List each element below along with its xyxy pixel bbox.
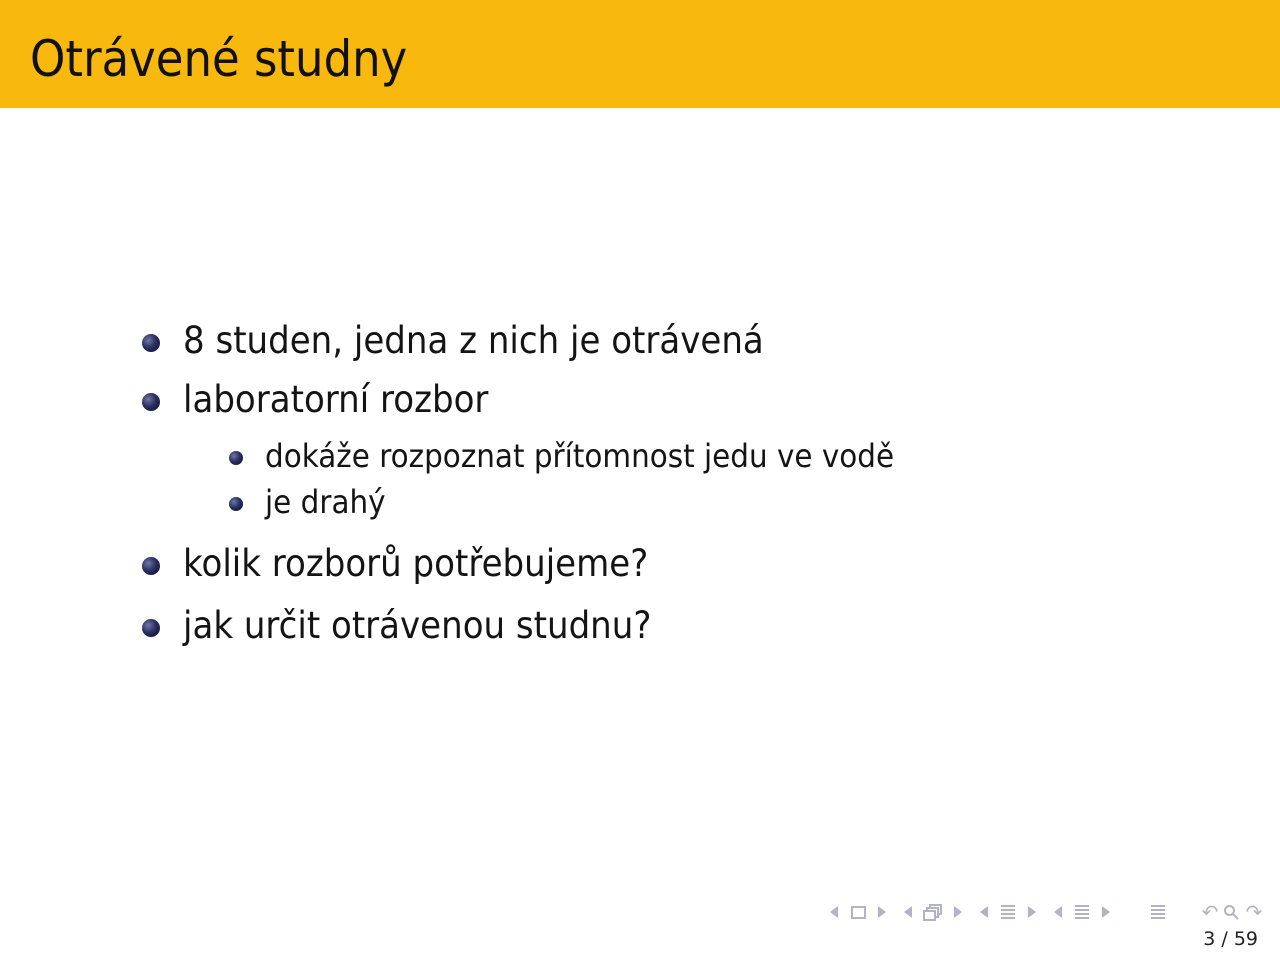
- bullet-icon: [142, 334, 160, 352]
- slide-title: Otrávené studny: [30, 30, 408, 88]
- redo-icon[interactable]: ↷: [1245, 900, 1263, 924]
- search-icon[interactable]: [1222, 900, 1240, 924]
- bullet-icon: [142, 393, 160, 411]
- bullet-icon: [142, 619, 160, 637]
- prev-section-icon[interactable]: [1052, 900, 1064, 924]
- next-section-icon[interactable]: [1100, 900, 1112, 924]
- document-icon[interactable]: [1150, 900, 1166, 924]
- prev-frame-icon[interactable]: [828, 900, 840, 924]
- sub-bullet-icon: [229, 451, 243, 465]
- list-item: 8 studen, jedna z nich je otrávená: [183, 319, 764, 362]
- list-item: jak určit otrávenou studnu?: [183, 604, 652, 647]
- frame-icon[interactable]: [850, 900, 866, 924]
- next-frame-icon[interactable]: [876, 900, 888, 924]
- subsection-icon[interactable]: [922, 900, 942, 924]
- sub-list-item: dokáže rozpoznat přítomnost jedu ve vodě: [265, 437, 895, 475]
- sub-list-item: je drahý: [265, 483, 386, 521]
- prev-section-icon[interactable]: [978, 900, 990, 924]
- section-icon[interactable]: [1000, 900, 1016, 924]
- next-subsection-icon[interactable]: [952, 900, 964, 924]
- bullet-icon: [142, 557, 160, 575]
- sub-bullet-icon: [229, 497, 243, 511]
- list-item: laboratorní rozbor: [183, 378, 489, 421]
- next-section-icon[interactable]: [1026, 900, 1038, 924]
- page-number: 3 / 59: [1203, 928, 1258, 950]
- prev-subsection-icon[interactable]: [902, 900, 914, 924]
- navigation-bar: [826, 900, 1270, 924]
- undo-icon[interactable]: ↶: [1201, 900, 1219, 924]
- section-icon[interactable]: [1074, 900, 1090, 924]
- list-item: kolik rozborů potřebujeme?: [183, 542, 649, 585]
